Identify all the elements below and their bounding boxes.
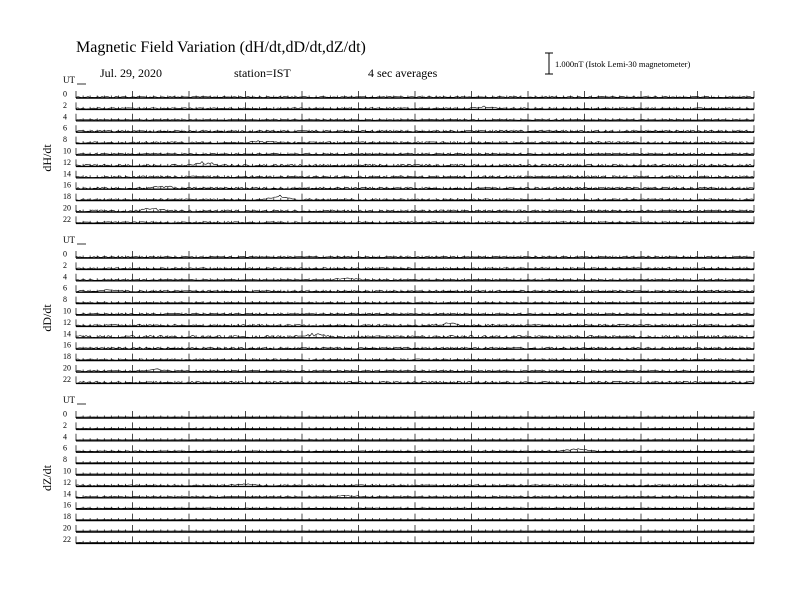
ut-label: UT [63, 75, 75, 85]
row-label: 20 [63, 363, 71, 373]
row-label: 4 [63, 272, 67, 282]
row-label: 10 [63, 306, 71, 316]
row-label: 18 [63, 352, 71, 362]
row-label: 8 [63, 135, 67, 145]
time-ticks [76, 148, 754, 155]
row-label: 2 [63, 260, 67, 270]
row-label: 16 [63, 340, 71, 350]
panel-ylabel: dD/dt [40, 304, 54, 332]
averaging-label: 4 sec averages [368, 66, 438, 80]
row-label: 22 [63, 534, 71, 544]
row-label: 16 [63, 180, 71, 190]
row-label: 20 [63, 523, 71, 533]
row-label: 14 [63, 329, 71, 339]
station-label: station=IST [234, 66, 291, 80]
row-label: 12 [63, 477, 71, 487]
date-label: Jul. 29, 2020 [100, 66, 163, 80]
row-label: 22 [63, 374, 71, 384]
row-label: 18 [63, 192, 71, 202]
time-ticks [76, 376, 754, 383]
ut-label: UT [63, 395, 75, 405]
row-label: 12 [63, 157, 71, 167]
row-label: 16 [63, 500, 71, 510]
ut-label: UT [63, 235, 75, 245]
row-label: 22 [63, 214, 71, 224]
row-label: 4 [63, 432, 67, 442]
panel-ylabel: dZ/dt [40, 465, 54, 491]
row-label: 4 [63, 112, 67, 122]
row-label: 2 [63, 100, 67, 110]
row-label: 2 [63, 420, 67, 430]
row-label: 6 [63, 123, 67, 133]
row-label: 0 [63, 249, 67, 259]
chart-title: Magnetic Field Variation (dH/dt,dD/dt,dZ/dt) [76, 39, 366, 56]
row-label: 18 [63, 512, 71, 522]
scale-bar-label: 1.000nT (Istok Lemi-30 magnetometer) [555, 59, 691, 69]
panel-ylabel: dH/dt [40, 144, 54, 172]
row-label: 6 [63, 283, 67, 293]
row-label: 10 [63, 146, 71, 156]
row-label: 12 [63, 317, 71, 327]
row-label: 14 [63, 169, 71, 179]
row-label: 14 [63, 489, 71, 499]
row-label: 10 [63, 466, 71, 476]
time-ticks [76, 331, 754, 338]
time-ticks [76, 365, 754, 372]
row-label: 8 [63, 295, 67, 305]
row-label: 0 [63, 409, 67, 419]
row-label: 20 [63, 203, 71, 213]
row-label: 0 [63, 89, 67, 99]
row-label: 8 [63, 455, 67, 465]
time-ticks [76, 251, 754, 258]
row-label: 6 [63, 443, 67, 453]
